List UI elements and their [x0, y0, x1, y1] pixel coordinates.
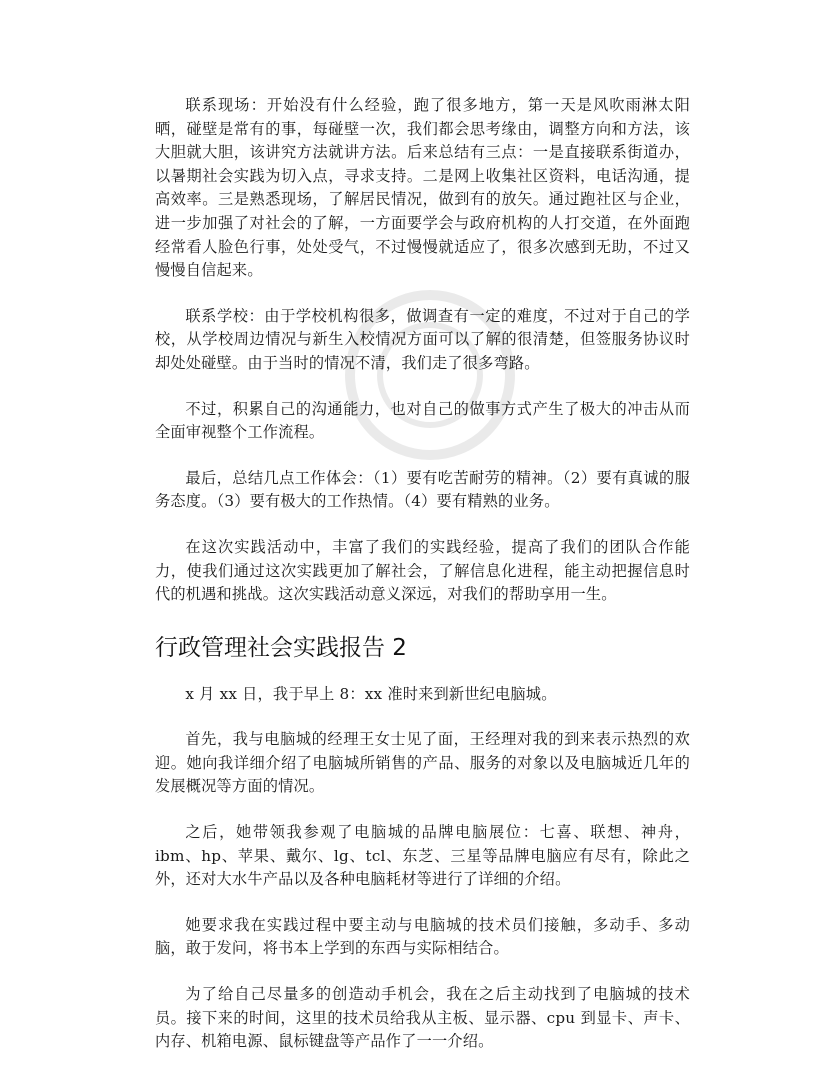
- document-body: [155, 94, 690, 1076]
- paragraph-contact-site: 联系现场：开始没有什么经验，跑了很多地方，第一天是风吹雨淋太阳晒，碰壁是常有的事，每碰壁一次，我们都会思考缘由，调整方向和方法，该大胆就大胆，该讲究方法就讲方法。后来总结有三点：一是直接联系街道办，以暑期社会实践为切入点，寻求支持。二是网上收集社区资料，电话沟通，提高效率。三是熟悉现场，了解居民情况，做到有的放矢。通过跑社区与企业，进一步加强了对社会的了解，一方面要学会与政府机构的人打交道，在外面跑经常看人脸色行事，处处受气，不过慢慢就适应了，很多次感到无助，不过又慢慢自信起来。: [155, 96, 690, 280]
- paragraph-communication: 不过，积累自己的沟通能力，也对自己的做事方式产生了极大的冲击从而全面审视整个工作流程。: [155, 399, 690, 442]
- section-heading: 行政管理社会实践报告 2: [155, 634, 407, 661]
- paragraph-brand-tour: 之后，她带领我参观了电脑城的品牌电脑展位：七喜、联想、神舟，ibm、hp、苹果、戴尔、lg、tcl、东芝、三星等品牌电脑应有尽有，除此之外，还对大水牛产品以及各种电脑耗材等进行了详细的介绍。: [155, 823, 690, 889]
- paragraph-contact-school: 联系学校：由于学校机构很多，做调查有一定的难度，不过对于自己的学校，从学校周边情况与新生入校情况方面可以了解的很清楚，但签服务协议时却处处碰壁。由于当时的情况不清，我们走了很多弯路。: [155, 306, 690, 372]
- paragraph-conclusion: 在这次实践活动中，丰富了我们的实践经验，提高了我们的团队合作能力，使我们通过这次实践更加了解社会，了解信息化进程，能主动把握信息时代的机遇和挑战。这次实践活动意义深远，对我们的帮助享用一生。: [155, 537, 690, 604]
- paragraph-manager-meeting: 首先，我与电脑城的经理王女士见了面，王经理对我的到来表示热烈的欢迎。她向我详细介绍了电脑城所销售的产品、服务的对象以及电脑城近几年的发展概况等方面的情况。: [155, 730, 690, 796]
- paragraph-summary: 最后，总结几点工作体会：（1）要有吃苦耐劳的精神。（2）要有真诚的服务态度。（3）要有极大的工作热情。（4）要有精熟的业务。: [155, 468, 690, 511]
- paragraph-technicians: 为了给自己尽量多的创造动手机会，我在之后主动找到了电脑城的技术员。接下来的时间，这里的技术员给我从主板、显示器、cpu 到显卡、声卡、内存、机箱电源、鼠标键盘等产品作了一一介绍。: [155, 985, 690, 1051]
- paragraph-requirements: 她要求我在实践过程中要主动与电脑城的技术员们接触，多动手、多动脑，敢于发问，将书本上学到的东西与实际相结合。: [155, 915, 690, 958]
- paragraph-arrival: x 月 xx 日，我于早上 8：xx 准时来到新世纪电脑城。: [185, 684, 557, 703]
